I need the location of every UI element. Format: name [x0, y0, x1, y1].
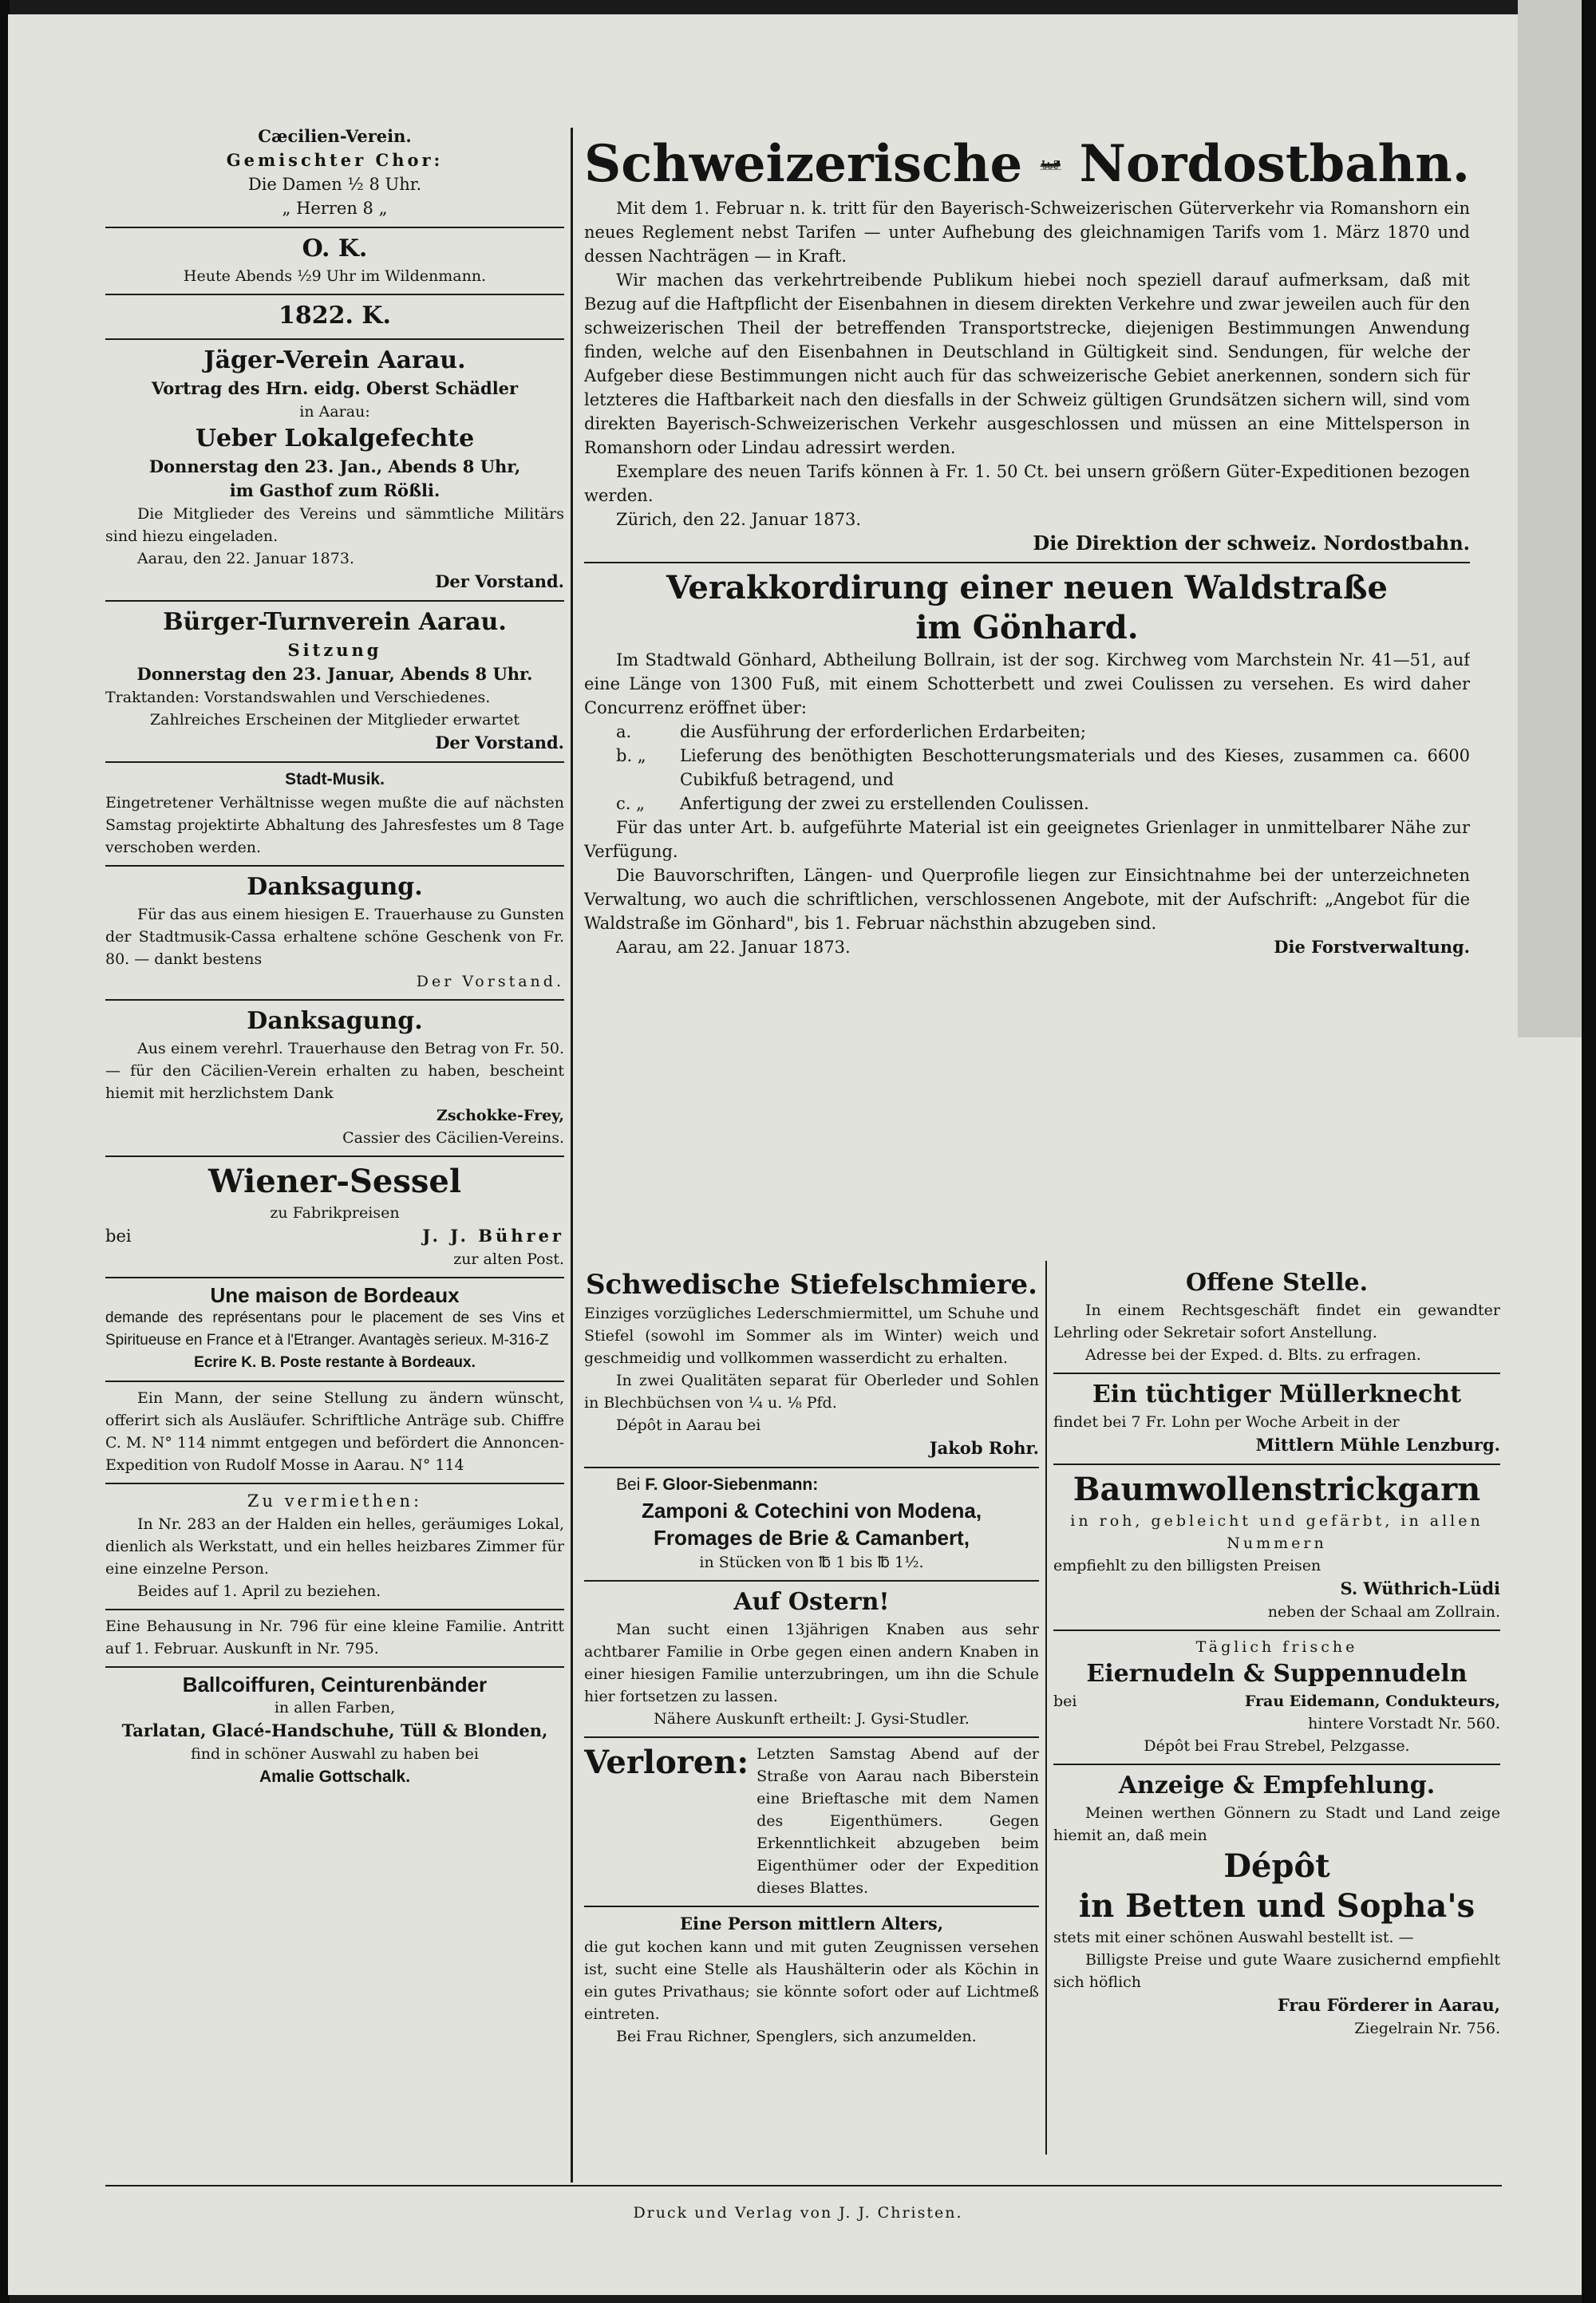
locomotive-icon — [1040, 132, 1061, 196]
ad-signature-address: Ziegelrain Nr. 756. — [1354, 2020, 1500, 2037]
ad-line: Tarlatan, Glacé-Handschuhe, Tüll & Blonden, — [121, 1720, 548, 1740]
right-column — [584, 128, 1470, 966]
ad-title: Auf Ostern! — [733, 1588, 890, 1616]
ad-text: Für das aus einem hiesigen E. Trauerhause zu Gunsten der Stadtmusik-Cassa erhaltene schöne Geschenk von Fr. 80. — dankt bestens — [105, 906, 564, 968]
nordostbahn-title — [584, 132, 1470, 196]
ad-title: Danksagung. — [247, 1007, 423, 1035]
list-text: Lieferung des benöthigten Beschotterungsmaterials und des Kieses, zusammen ca. 6600 Cubikfuß betragend, und — [680, 746, 1470, 789]
ad-subtitle: Gemischter Chor: — [226, 150, 444, 170]
ad-signature: Der Vorstand. — [435, 733, 564, 753]
ad-title: Stadt-Musik. — [285, 770, 385, 788]
ad-line: Nähere Auskunft ertheilt: J. Gysi-Studler. — [654, 1710, 970, 1728]
list-text: Anfertigung der zwei zu erstellenden Coulissen. — [680, 794, 1089, 813]
ad-title: Jäger-Verein Aarau. — [203, 346, 466, 374]
ad-line — [584, 1473, 1039, 1497]
ad-line: in allen Farben, — [274, 1699, 396, 1716]
ad-line: Heute Abends ½9 Uhr im Wildenmann. — [183, 267, 487, 285]
title-part: Schweizerische — [584, 134, 1023, 194]
ad-title: Offene Stelle. — [1185, 1269, 1369, 1297]
scan-edge-right — [1582, 0, 1596, 2303]
ad-behausung — [105, 1610, 564, 1668]
ad-1822 — [105, 295, 564, 340]
ad-signature: Jakob Rohr. — [929, 1438, 1039, 1458]
ad-date: Zürich, den 22. Januar 1873. — [616, 510, 861, 529]
ad-stiefelschmiere — [584, 1262, 1039, 1468]
ad-strickgarn — [1053, 1465, 1500, 1631]
ad-headline: Ueber Lokalgefechte — [195, 425, 475, 452]
ad-title: Eine Person mittlern Alters, — [679, 1914, 944, 1934]
ad-date: Aarau, am 22. Januar 1873. — [616, 938, 851, 957]
ad-signature: Mittlern Mühle Lenzburg. — [1255, 1435, 1500, 1455]
ad-line: im Gasthof zum Rößli. — [229, 480, 440, 500]
ad-headline: Zamponi & Cotechini von Modena, — [641, 1499, 982, 1523]
ad-text: Exemplare des neuen Tarifs können à Fr. 1. 50 Ct. bei unsern größern Güter-Expeditionen bezogen werden. — [584, 462, 1470, 505]
right-subcolumn-right — [1053, 1262, 1500, 2046]
ad-caecilien — [105, 120, 564, 228]
ad-line — [105, 1224, 564, 1248]
ad-signature: Amalie Gottschalk. — [259, 1768, 411, 1786]
list-label: a. — [616, 722, 632, 741]
ad-title: Wiener-Sessel — [207, 1163, 462, 1200]
ad-footer-line — [584, 935, 1470, 959]
ad-signature: Der Vorstand. — [435, 571, 564, 591]
ad-text: Mit dem 1. Februar n. k. tritt für den Bayerisch-Schweizerischen Güterverkehr via Romanshorn ein neues Reglement nebst Tarifen — unter Aufhebung des gleichnamigen Tarifs vom 1. März 1870 und dessen Nachträgen — in Kraft. — [584, 199, 1470, 266]
ad-merchant: F. Gloor-Siebenmann: — [645, 1475, 819, 1494]
ad-headline: Fromages de Brie & Camanbert, — [654, 1526, 970, 1550]
ad-line: Dépôt in Aarau bei — [616, 1416, 761, 1434]
ad-text: findet bei 7 Fr. Lohn per Woche Arbeit in der — [1053, 1413, 1400, 1431]
column-divider — [571, 128, 573, 2183]
ad-signature-role: Cassier des Cäcilien-Vereins. — [342, 1129, 564, 1147]
ad-text: Ein Mann, der seine Stellung zu ändern wünscht, offerirt sich als Ausläufer. Schriftliche Anträge sub. Chiffre C. M. N° 114 nimmt entgegen und befördert die Annoncen-Expedition von Rudolf Mosse in Aarau. N° 114 — [105, 1389, 564, 1474]
ad-prefix: bei — [105, 1227, 132, 1246]
list-item — [584, 792, 1470, 816]
left-column — [105, 120, 564, 1795]
ad-title: Baumwollenstrickgarn — [1073, 1471, 1481, 1508]
ad-text: In einem Rechtsgeschäft findet ein gewandter Lehrling oder Sekretair sofort Anstellung. — [1053, 1302, 1500, 1341]
ad-line: zur alten Post. — [453, 1250, 564, 1268]
ad-anzeige — [1053, 1765, 1500, 2046]
ad-text: die gut kochen kann und mit guten Zeugnissen versehen ist, sucht eine Stelle als Haushälterin oder als Köchin in ein gutes Privathaus; sie könnte sofort oder auf Lichtmeß eintreten. — [584, 1938, 1039, 2023]
ad-text: Letzten Samstag Abend auf der Straße von Aarau nach Biberstein eine Brieftasche mit dem Namen des Eigenthümers. Gegen Erkenntlichkeit abzugeben beim Eigenthümer oder der Expedition dieses Blattes. — [757, 1745, 1039, 1897]
ad-buerger — [105, 602, 564, 763]
ad-line: hintere Vorstadt Nr. 560. — [1308, 1715, 1500, 1732]
ad-ballcoiffuren — [105, 1668, 564, 1795]
ad-muellerknecht — [1053, 1374, 1500, 1465]
ad-gloor — [584, 1468, 1039, 1582]
ad-text: demande des représentans pour le placement de ses Vins et Spiritueuse en France et à l'Etranger. Avantagès serieux. M-316-Z — [105, 1310, 564, 1349]
ad-signature: Die Direktion der schweiz. Nordostbahn. — [1033, 531, 1470, 555]
ad-title: O. K. — [302, 235, 368, 263]
ad-text: Billigste Preise und gute Waare zusichernd empfiehlt sich höflich — [1053, 1951, 1500, 1991]
ad-line: Donnerstag den 23. Jan., Abends 8 Uhr, — [148, 456, 521, 476]
ad-line: Vortrag des Hrn. eidg. Oberst Schädler — [151, 378, 519, 398]
ad-title: Eiernudeln & Suppennudeln — [1086, 1660, 1468, 1688]
ad-title: 1822. K. — [279, 302, 391, 330]
ad-text: In Nr. 283 an der Halden ein helles, geräumiges Lokal, dienlich als Werkstatt, und ein helles heizbares Zimmer für eine einzelne Person. — [105, 1515, 564, 1578]
ad-line: Täglich frische — [1195, 1638, 1358, 1656]
ad-signature: Der Vorstand. — [416, 973, 564, 990]
ad-line: Die Damen ½ 8 Uhr. — [247, 175, 422, 194]
ad-bordeaux — [105, 1278, 564, 1382]
ad-text: Meinen werthen Gönnern zu Stadt und Land zeige hiemit an, daß mein — [1053, 1804, 1500, 1844]
column-divider-lower — [1045, 1261, 1047, 2155]
ad-title: Verakkordirung einer neuen Waldstraße — [666, 569, 1388, 606]
ad-signature: Zschokke-Frey, — [436, 1107, 564, 1124]
bottom-rule — [105, 2185, 1502, 2186]
ad-line — [1053, 1690, 1500, 1712]
ad-title: Cæcilien-Verein. — [258, 126, 412, 146]
ad-signature-address: neben der Schaal am Zollrain. — [1267, 1603, 1500, 1621]
ad-wiener-sessel — [105, 1157, 564, 1278]
ad-text: Man sucht einen 13jährigen Knaben aus sehr achtbarer Familie in Orbe gegen einen andern Knaben in einer hiesigen Familie unterzubringen, um ihn die Schule hier fortsetzen zu lassen. — [584, 1621, 1039, 1705]
ad-offene-stelle — [1053, 1262, 1500, 1374]
list-item — [584, 744, 1470, 792]
title-part: Nordostbahn. — [1079, 134, 1470, 194]
ad-line: in Aarau: — [299, 403, 370, 421]
ad-text: Die Mitglieder des Vereins und sämmtliche Militärs sind hiezu eingeladen. — [105, 505, 564, 545]
ad-mann — [105, 1382, 564, 1484]
ad-person — [584, 1907, 1039, 2054]
ad-text: Wir machen das verkehrtreibende Publikum hiebei noch speziell darauf aufmerksam, daß mit Bezug auf die Haftpflicht der Eisenbahnen in diesem direkten Verkehre und zwar jeweilen auch für den schweizerischen Theil der betreffenden Transportstrecke, diejenigen Bestimmungen Anwendung finden, welche auf den Eisenbahnen in Deutschland in Gültigkeit sind. Sendungen, für welche der Aufgeber diese Bestimmungen nicht auch für das schweizerische Gebiet anerkennen, sondern sich für letzteres die Haftbarkeit nach den diesfalls in der Schweiz gültigen Grundsätzen sichern will, sind vom direkten Bayerisch-Schweizerischen Verkehr ausgeschlossen und müssen an eine Mittelsperson in Romanshorn oder Lindau adressirt werden. — [584, 271, 1470, 457]
ad-line: Ecrire K. B. Poste restante à Bordeaux. — [194, 1354, 476, 1371]
ad-line: Bei Frau Richner, Spenglers, sich anzumelden. — [616, 2028, 977, 2045]
ad-line: „ Herren 8 „ — [282, 199, 388, 218]
ad-text: Für das unter Art. b. aufgeführte Material ist ein geeignetes Grienlager in unmittelbarer Nähe zur Verfügung. — [584, 818, 1470, 861]
ad-text: Eine Behausung in Nr. 796 für eine kleine Familie. Antritt auf 1. Februar. Auskunft in Nr. 795. — [105, 1618, 564, 1657]
ad-signature: Die Forstverwaltung. — [1274, 937, 1470, 957]
list-text: die Ausführung der erforderlichen Erdarbeiten; — [680, 722, 1086, 741]
ad-ok — [105, 228, 564, 295]
ad-nordostbahn — [584, 128, 1470, 563]
ad-text: Im Stadtwald Gönhard, Abtheilung Bollrain, ist der sog. Kirchweg vom Marchstein Nr. 41—51, auf eine Länge von 1300 Fuß, mit einem Schotterbett und zwei Coulissen zu versehen. Es wird daher Concurrenz eröffnet über: — [584, 650, 1470, 717]
ad-title: Zu vermiethen: — [247, 1491, 423, 1511]
ad-signature: Frau Förderer in Aarau, — [1277, 1995, 1500, 2015]
ad-headline: Dépôt — [1223, 1847, 1330, 1885]
ad-danksagung-2 — [105, 1001, 564, 1157]
ad-line: Dépôt bei Frau Strebel, Pelzgasse. — [1144, 1737, 1410, 1755]
ad-ostern — [584, 1582, 1039, 1738]
list-label: b. „ — [616, 746, 646, 765]
ad-vermiethen — [105, 1484, 564, 1610]
ad-jaeger — [105, 340, 564, 602]
right-subcolumn-left — [584, 1262, 1039, 2054]
ad-prefix: bei — [1053, 1693, 1077, 1710]
ad-line: Sitzung — [287, 640, 382, 660]
ad-text: Traktanden: Vorstandswahlen und Verschiedenes. — [105, 689, 491, 706]
ad-text: Zahlreiches Erscheinen der Mitglieder erwartet — [149, 711, 520, 729]
ad-line: empfiehlt zu den billigsten Preisen — [1053, 1557, 1321, 1574]
ad-title: Une maison de Bordeaux — [210, 1283, 460, 1307]
ad-title: im Gönhard. — [915, 609, 1139, 646]
ad-line: in Stücken von ℔ 1 bis ℔ 1½. — [699, 1554, 924, 1571]
ad-title: Danksagung. — [247, 873, 423, 901]
ad-nudeln — [1053, 1631, 1500, 1765]
ad-date: Aarau, den 22. Januar 1873. — [137, 550, 354, 567]
ad-title: Anzeige & Empfehlung. — [1118, 1772, 1436, 1799]
ad-line: Beides auf 1. April zu beziehen. — [137, 1582, 381, 1600]
ad-line: stets mit einer schönen Auswahl bestellt ist. — — [1053, 1929, 1414, 1946]
ad-text: Eingetretener Verhältnisse wegen mußte die auf nächsten Samstag projektirte Abhaltung des Jahresfestes um 8 Tage verschoben werden. — [105, 794, 564, 856]
ad-line: Adresse bei der Exped. d. Blts. zu erfragen. — [1085, 1346, 1421, 1364]
ad-merchant: J. J. Bührer — [422, 1226, 564, 1246]
ad-text: Aus einem verehrl. Trauerhause den Betrag von Fr. 50. — für den Cäcilien-Verein erhalten zu haben, bescheint hiemit mit herzlichstem Dank — [105, 1040, 564, 1102]
ad-line: Donnerstag den 23. Januar, Abends 8 Uhr. — [136, 664, 533, 684]
adjacent-page-strip — [1518, 0, 1582, 1037]
ad-title: Ein tüchtiger Müllerknecht — [1092, 1381, 1462, 1408]
imprint: Druck und Verlag von J. J. Christen. — [633, 2204, 963, 2222]
ad-headline: in Betten und Sopha's — [1078, 1887, 1476, 1925]
ad-line: in roh, gebleicht und gefärbt, in allen Nummern — [1070, 1512, 1483, 1552]
ad-line: find in schöner Auswahl zu haben bei — [191, 1745, 479, 1763]
ad-text: Die Bauvorschriften, Längen- und Querprofile liegen zur Einsichtnahme bei der unterzeichneten Verwaltung, wo auch die schriftlichen, verschlossenen Angebote, mit der Aufschrift: „Angebot für die Waldstraße im Gönhard", bis 1. Februar nächsthin abzugeben sind. — [584, 866, 1470, 933]
ad-verloren — [584, 1738, 1039, 1907]
ad-stadtmusik — [105, 763, 564, 867]
ad-text: In zwei Qualitäten separat für Oberleder und Sohlen in Blechbüchsen von ¼ u. ⅛ Pfd. — [584, 1372, 1039, 1412]
list-label: c. „ — [616, 794, 645, 813]
list-item — [584, 720, 1470, 744]
ad-waldstrasse — [584, 563, 1470, 966]
ad-title: Ballcoiffuren, Ceinturenbänder — [182, 1673, 488, 1697]
ad-danksagung-1 — [105, 867, 564, 1001]
ad-text: Einziges vorzügliches Lederschmiermittel, um Schuhe und Stiefel (sowohl im Sommer als im Winter) weich und geschmeidig und vollkommen wasserdicht zu erhalten. — [584, 1305, 1039, 1367]
ad-merchant: Frau Eidemann, Condukteurs, — [1244, 1693, 1500, 1710]
ad-prefix: Bei — [616, 1475, 641, 1494]
ad-title: Verloren: — [584, 1744, 749, 1781]
ad-line: zu Fabrikpreisen — [270, 1204, 400, 1222]
ad-signature: S. Wüthrich-Lüdi — [1340, 1578, 1500, 1598]
ad-title: Schwedische Stiefelschmiere. — [585, 1269, 1038, 1301]
ad-title: Bürger-Turnverein Aarau. — [163, 608, 507, 636]
